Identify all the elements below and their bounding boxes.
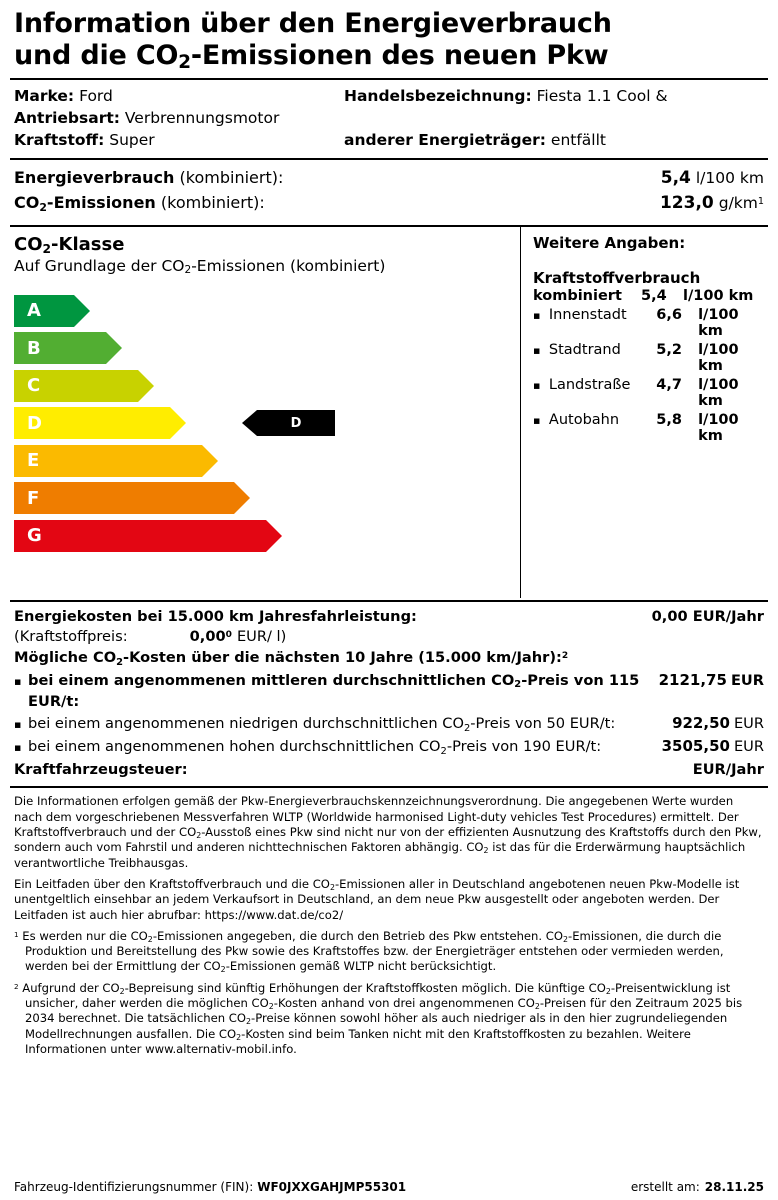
bar-letter: G [27,525,42,547]
marke-value: Ford [79,86,113,105]
co2-sub-text-a: Auf Grundlage der CO [14,256,185,275]
further-info-title: Weitere Angaben: [533,233,686,252]
fin-value: WF0JXXGAHJMP55301 [257,1180,407,1194]
co2-cost-row [14,670,764,712]
co2-emissionen-value-group [660,191,764,217]
footnote-2-sub4: 2 [534,1002,540,1011]
co2-cost-price: 115 [608,671,640,689]
marke-field [14,85,344,107]
co2-cost-text-b: -Preis von [470,715,547,733]
fuel-price-value [190,627,232,648]
handelsbezeichnung-label: Handelsbezeichnung: [344,86,532,105]
selected-class-letter: D [290,415,302,431]
co2-cost-amount: 922,50 [672,714,730,733]
efficiency-class-bar-c [14,370,516,402]
kraftstoff-label: Kraftstoff: [14,130,105,149]
bullet-icon: ▪ [533,343,541,357]
co2-cost-text-sub: 2 [440,745,447,757]
bar-letter: A [27,300,41,322]
footnote-2-b: -Bepreisung sind künftig Erhöhungen der Kraftstoffkosten möglich. Die künftige CO [124,980,606,995]
co2-heading-subscript: 2 [42,241,52,256]
co2-emissionen-label-rest: (kombiniert): [160,193,265,213]
co2-emissionen-value: 123,0 [659,193,714,214]
fuel-price-number: 0,00 [189,628,226,646]
co2-cost-row-text [28,714,672,735]
legal-p1-a: Die Informationen erfolgen gemäß der Pkw-Energieverbrauchskennzeichnungsverordnung. Die angegebenen Werte wurden nach dem vorgeschriebenen Messverfahren WLTP (Worldwide harmonised Light-duty vehicles Test Procedures) ermittelt. Der Kraftstoffverbrauch und der CO [14,794,739,840]
efficiency-class-bar-d [14,407,516,439]
identity-row-2 [14,107,764,129]
bar-letter: C [27,375,41,397]
co2-cost-price-unit: EUR/t: [555,738,602,756]
bullet-icon: ▪ [533,308,541,322]
footnote-1-sub3: 2 [220,965,226,975]
co2-cost-text-a: bei einem angenommenen hohen durchschnittlichen CO [28,738,441,756]
fuel-consumption-row-label: Landstraße [548,376,631,393]
footnote-2-a: Aufgrund der CO [18,980,120,995]
co2-cost-price-unit: EUR/t: [569,715,616,733]
fuel-consumption-row [533,342,768,374]
fuel-consumption-title: Kraftstoffverbrauch [533,268,701,287]
efficiency-class-bar-g [14,520,516,552]
energietraeger-field [344,129,764,151]
handelsbezeichnung-field [344,85,764,107]
footnote-1-sub1: 2 [147,934,153,944]
energieverbrauch-label-bold: Energieverbrauch [14,167,175,187]
energieverbrauch-value-group [661,166,764,192]
footnote-2-g: -Kosten sind beim Tanken nicht mit den Kraftstoffkosten zu bezahlen. Weitere Informationen unter www.alternativ-mobil.info. [25,1026,691,1056]
title-line-1: Information über den Energieverbrauch [14,8,612,39]
co2-cost-price: 190 [523,738,556,756]
fuel-consumption-row-label: Autobahn [548,411,620,428]
energieverbrauch-row [14,166,764,192]
fuel-consumption-row-label: Innenstadt [548,306,627,323]
legal-p1-b: -Ausstoß eines Pkw sind nicht nur von der effizienten Ausnutzung des Kraftstoffs durch den Pkw, sondern auch vom Fahrstil und anderen nichttechnischen Faktoren abhängig. CO [14,825,762,855]
legal-paragraph-1 [14,794,764,870]
legal-p1-sub1: 2 [196,831,202,841]
co2-costs-heading-sub: 2 [116,656,124,668]
fuel-price-sup: 0 [225,630,232,641]
antriebsart-value: Verbrennungsmotor [124,108,280,127]
footnote-2 [14,981,764,1057]
bullet-icon: ▪ [533,378,541,392]
title-line-2: und die $CO_2$-Emissionen des neuen Pkw [14,39,609,74]
fuel-consumption-row [533,307,768,339]
fuel-price-unit: EUR/ l) [236,628,287,646]
fuel-consumption-row-unit: l/100 km [698,306,739,339]
co2-emissionen-row [14,191,764,217]
co2-sub-subscript: 2 [184,264,192,277]
footnote-2-sub6: 2 [236,1032,242,1042]
legal-p1-sub2: 2 [483,846,489,856]
energietraeger-label: anderer Energieträger: [344,130,546,149]
footnote-2-sub1: 2 [119,986,125,996]
costs-block [10,602,768,785]
vehicle-tax-label: Kraftfahrzeugsteuer: [14,760,188,778]
co2-emissionen-label-bold [14,193,156,212]
footnote-2-e: -Preisen für den Zeitraum 2025 bis 2034 berechnet. Die tatsächlichen CO [25,996,743,1026]
co2-klasse-heading [14,234,516,255]
fuel-consumption-row [533,377,768,409]
efficiency-class-bar-b [14,332,516,364]
created-date-value: 28.11.25 [704,1180,764,1194]
antriebsart-field [14,107,344,129]
co2-emissionen-label [14,191,660,215]
fuel-consumption-row-value: 4,7 [656,376,682,393]
handelsbezeichnung-value: Fiesta 1.1 Cool & [536,86,668,105]
efficiency-class-bars [14,295,516,552]
energietraeger-value: entfällt [550,130,606,149]
co2-klasse-subheading [14,257,516,275]
fuel-consumption-row-label: Stadtrand [548,341,621,358]
fuel-consumption-combined-row [533,288,768,304]
document-footer [10,1180,768,1194]
co2-heading-text: CO [14,233,43,255]
co2-cost-text-a: bei einem angenommenen niedrigen durchschnittlichen CO [28,715,464,733]
kraftstoff-value: Super [109,130,155,149]
footnote-marker-2: 2 [561,651,569,662]
selected-class-pointer [257,410,335,436]
co2-costs-heading-b: -Kosten über die nächsten 10 Jahre (15.000 km/Jahr): [123,649,562,667]
footnote-1-b: -Emissionen angegeben, die durch den Betrieb des Pkw entstehen. CO [152,928,563,943]
energy-cost-label: Energiekosten bei 15.000 km Jahresfahrleistung: [14,607,417,625]
klasse-text: -Klasse [51,233,125,255]
fuel-consumption-combined-unit: l/100 km [683,287,754,304]
vehicle-identity-block [10,80,768,156]
footnote-2-d: -Kosten anhand von drei angenommenen CO [273,996,535,1011]
co2-cost-row-text [28,737,662,758]
co2-cost-text-sub: 2 [463,722,471,734]
legal-paragraph-2 [14,877,764,923]
bullet-icon: ▪ [14,741,22,755]
fuel-consumption-rows [533,307,768,444]
created-date-label: erstellt am: [630,1180,700,1194]
identity-row-3 [14,129,764,151]
fuel-consumption-combined-label: kombiniert [533,287,622,304]
footnote-1 [14,929,764,975]
identity-row-1 [14,85,764,107]
footnote-2-sub5: 2 [246,1017,252,1027]
co2-cost-currency: EUR [733,715,764,733]
co2-cost-amount: 2121,75 [658,670,727,689]
bar-body [14,370,138,402]
energieverbrauch-value: 5,4 [660,167,691,188]
co2-cost-price-unit: EUR/t: [28,692,80,710]
kraftstoff-field [14,129,344,151]
co2-cost-row-text [28,671,659,712]
energieverbrauch-label [14,166,661,190]
bar-letter: D [27,412,42,434]
legal-p2-a: Ein Leitfaden über den Kraftstoffverbrauch und die CO [14,876,330,891]
bullet-icon: ▪ [14,674,22,688]
fuel-consumption-row-value: 6,6 [656,306,682,323]
further-info-panel [520,227,768,598]
bar-letter: B [27,337,41,359]
co2-cost-text-b: -Preis von [521,671,609,689]
co2-cost-amount: 3505,50 [661,737,730,756]
bar-body [14,482,234,514]
footnote-2-marker: 2 [14,981,19,991]
bar-body [14,295,74,327]
consumption-block [10,160,768,223]
co2-cost-text-a: bei einem angenommenen mittleren durchschnittlichen CO [28,671,515,689]
footnote-2-c: -Preisentwicklung ist unsicher, daher werden die möglichen CO [25,980,731,1011]
co2-class-scale-panel [10,227,520,598]
co2-sub-text-b: -Emissionen (kombiniert) [191,256,386,275]
antriebsart-label: Antriebsart: [14,108,120,127]
co2-cost-row [14,713,764,735]
energieverbrauch-unit: l/100 km [695,168,764,187]
bar-letter: F [27,487,40,509]
efficiency-class-bar-e [14,445,516,477]
footnote-1-marker: 1 [14,929,19,939]
vehicle-tax-row [14,760,764,781]
footnote-1-sub2: 2 [563,934,569,944]
footnote-2-sub2: 2 [605,986,611,996]
fuel-consumption-combined-value: 5,4 [641,287,667,304]
co2-costs-heading-a: Mögliche CO [14,649,117,667]
co2-text: CO [14,193,40,213]
bullet-icon: ▪ [14,718,22,732]
co2-cost-text-b: -Preis von [446,738,524,756]
bullet-icon: ▪ [533,413,541,427]
co2-unit-text: g/km [718,194,758,213]
co2-cost-text-sub: 2 [514,679,522,691]
legal-p2-sub: 2 [329,882,335,892]
vehicle-tax-value: EUR/Jahr [692,760,764,778]
co2-costs-heading [14,648,764,669]
co2-cost-currency: EUR [733,738,764,756]
footnote-2-f: -Preise können sowohl höher als auch niedriger als in den hier zugrundeliegenden Modellrechnungen ausfallen. Die CO [25,1011,728,1041]
fuel-price-label: (Kraftstoffpreis: [14,628,128,646]
identity-row-2-right [344,107,764,129]
emissionen-text: -Emissionen [46,193,156,213]
page-title [10,0,768,76]
fuel-consumption-row [533,412,768,444]
co2-cost-price: 50 [546,715,570,733]
footnote-1-c: -Emissionen, die durch die Produktion und Bereitstellung des Pkw sowie des Kraftstoffes bzw. der Energieträger entstehen oder vermieden werden, werden bei der Ermittlung der CO [25,928,724,974]
efficiency-class-bar-a [14,295,516,327]
energy-cost-value: 0,00 EUR/Jahr [651,607,764,625]
fuel-consumption-row-unit: l/100 km [698,376,739,409]
co2-cost-row [14,736,764,758]
fin-label: Fahrzeug-Identifizierungsnummer (FIN): [14,1180,254,1194]
bar-letter: E [27,450,40,472]
marke-label: Marke: [14,86,75,105]
co2-cost-rows [14,670,764,758]
legal-text-block [10,788,768,1057]
fuel-price-row [14,627,764,648]
fuel-consumption-row-value: 5,2 [656,341,682,358]
legal-p2-b: -Emissionen aller in Deutschland angebotenen neuen Pkw-Modelle ist unentgeltlich einsehbar an jedem Verkaufsort in Deutschland, an dem neue Pkw ausgestellt oder angeboten werden. Der Leitfaden ist auch hier abrufbar: https://www.dat.de/co2/ [14,876,740,922]
bar-body [14,445,202,477]
co2-cost-currency: EUR [730,671,764,689]
fuel-consumption-row-value: 5,8 [656,411,682,428]
bar-body [14,407,170,439]
bar-body [14,520,266,552]
legal-p1-c: ist das für die Erderwärmung hauptsächlich verantwortliche Treibhausgas. [14,840,746,870]
footnote-marker-1: 1 [757,195,764,207]
footnote-2-sub3: 2 [268,1002,274,1011]
efficiency-class-bar-f [14,482,516,514]
energieverbrauch-label-rest: (kombiniert): [179,167,284,187]
fuel-consumption-row-unit: l/100 km [698,411,739,444]
energy-cost-row [14,607,764,628]
co2-emissionen-unit [719,194,764,212]
footnote-1-d: -Emissionen gemäß WLTP nicht berücksichtigt. [225,959,497,974]
bar-body [14,332,106,364]
footnote-1-a: Es werden nur die CO [18,928,148,943]
co2-class-section [10,227,768,598]
fuel-consumption-row-unit: l/100 km [698,341,739,374]
co2-subscript: 2 [39,200,47,214]
